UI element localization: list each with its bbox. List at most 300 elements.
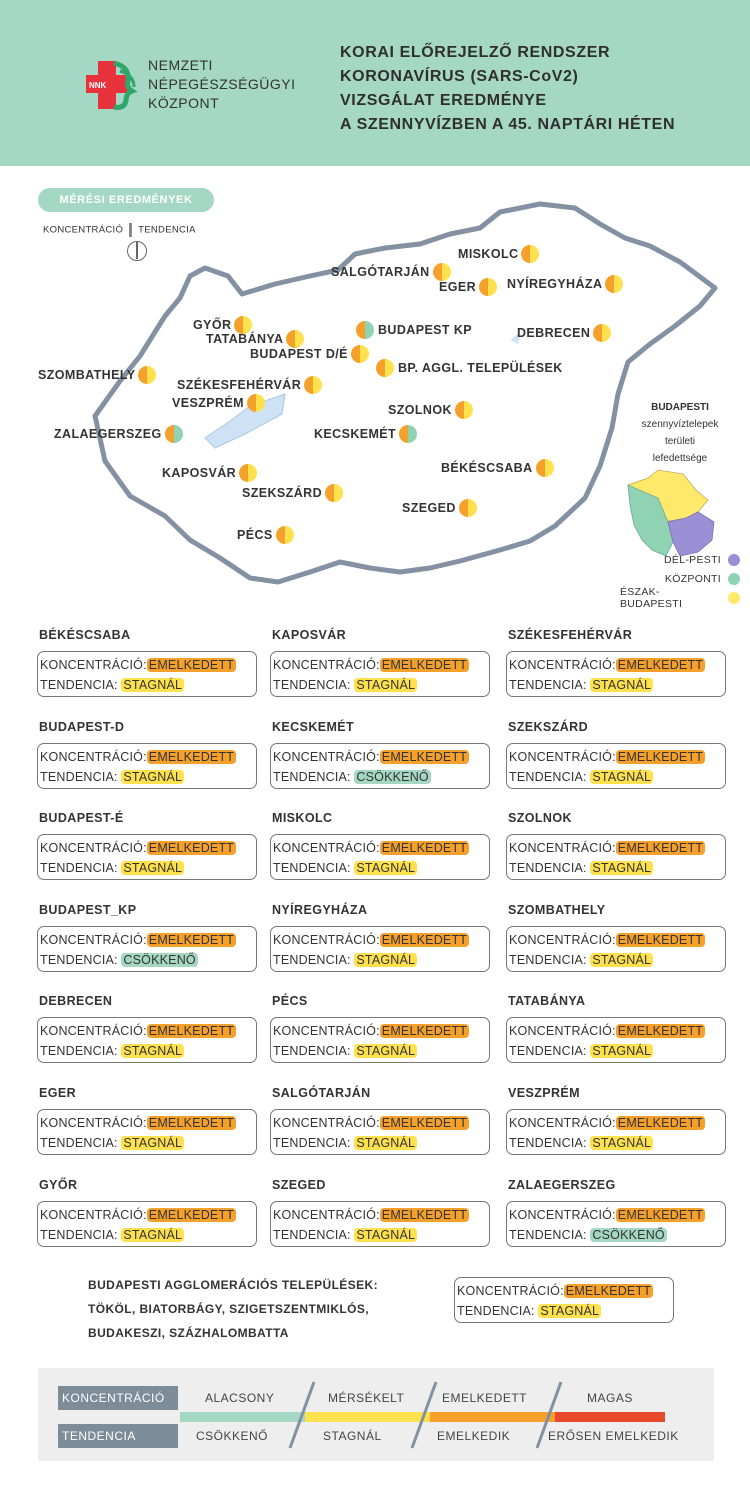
status-dot-icon [593, 324, 611, 342]
tend-value: STAGNÁL [592, 861, 652, 875]
card-box [506, 1201, 726, 1247]
city-result-card [506, 809, 726, 880]
tend-label: TENDENCIA: [509, 770, 587, 784]
scale-tend-label: TENDENCIA [58, 1424, 178, 1448]
tend-label: TENDENCIA: [40, 678, 118, 692]
city-marker-szekszard [242, 484, 343, 502]
card-city-name: BUDAPEST_KP [39, 903, 137, 917]
city-marker-pecs [237, 526, 294, 544]
agglomeration-text [88, 1273, 378, 1345]
map-legend [43, 223, 196, 237]
tend-label: TENDENCIA: [40, 1044, 118, 1058]
tend-value: CSÖKKENŐ [356, 770, 429, 784]
card-conc-line [509, 748, 723, 768]
city-result-card [37, 718, 257, 789]
conc-value: EMELKEDETT [617, 1116, 704, 1130]
card-city-name: SZEGED [272, 1178, 326, 1192]
city-label: BUDAPEST D/É [250, 347, 348, 361]
tend-value: STAGNÁL [356, 953, 416, 967]
status-dot-icon [399, 425, 417, 443]
card-conc-line [40, 1022, 254, 1042]
card-tend-line [40, 676, 254, 696]
card-box [506, 834, 726, 880]
city-label: BUDAPEST KP [378, 323, 472, 337]
tend-label: TENDENCIA: [509, 1136, 587, 1150]
budapest-coverage-map [628, 470, 714, 556]
card-box [37, 926, 257, 972]
city-label: DEBRECEN [517, 326, 591, 340]
city-result-card [270, 992, 490, 1063]
bp-legend-label: KÖZPONTI [664, 572, 721, 585]
tend-value: STAGNÁL [592, 1044, 652, 1058]
card-conc-line [273, 1022, 487, 1042]
status-dot-icon [521, 245, 539, 263]
city-result-card [506, 718, 726, 789]
city-label: SZÉKESFEHÉRVÁR [177, 378, 302, 392]
card-box [270, 743, 490, 789]
city-marker-miskolc [458, 245, 539, 263]
tend-value: STAGNÁL [123, 678, 183, 692]
agglo-line: BUDAKESZI, SZÁZHALOMBATTA [88, 1326, 289, 1340]
tend-value: STAGNÁL [356, 861, 416, 875]
city-result-card [270, 901, 490, 972]
card-conc-line [509, 839, 723, 859]
conc-label: KONCENTRÁCIÓ: [273, 1116, 380, 1130]
status-dot-icon [239, 464, 257, 482]
scale-tend-level: CSÖKKENŐ [196, 1429, 269, 1443]
conc-label: KONCENTRÁCIÓ: [509, 933, 616, 947]
tend-value: STAGNÁL [123, 770, 183, 784]
city-label: GYŐR [193, 318, 232, 332]
city-result-card [37, 1176, 257, 1247]
tend-value: STAGNÁL [356, 678, 416, 692]
city-marker-eger [439, 278, 497, 296]
card-city-name: BUDAPEST-D [39, 720, 125, 734]
card-city-name: NYÍREGYHÁZA [272, 903, 368, 917]
tend-value: STAGNÁL [123, 1136, 183, 1150]
tend-value: STAGNÁL [356, 1136, 416, 1150]
conc-value: EMELKEDETT [148, 841, 235, 855]
city-result-card [37, 626, 257, 697]
scale-tend-level: EMELKEDIK [437, 1429, 511, 1443]
status-dot-icon [247, 394, 265, 412]
budapest-coverage-title [630, 399, 730, 467]
city-label: SZEKSZÁRD [242, 486, 322, 500]
card-tend-line [509, 768, 723, 788]
city-label: SZOLNOK [388, 403, 452, 417]
card-city-name: EGER [39, 1086, 77, 1100]
title-line: A SZENNYVÍZBEN A 45. NAPTÁRI HÉTEN [340, 116, 676, 133]
card-box [506, 1017, 726, 1063]
tend-label: TENDENCIA: [273, 678, 351, 692]
status-dot-icon [479, 278, 497, 296]
status-dot-icon [536, 459, 554, 477]
card-tend-line [509, 1042, 723, 1062]
conc-value: EMELKEDETT [381, 1208, 468, 1222]
title-line: KORONAVÍRUS (SARS-CoV2) [340, 68, 579, 85]
conc-label: KONCENTRÁCIÓ: [273, 933, 380, 947]
city-label: NYÍREGYHÁZA [507, 277, 603, 291]
city-label: EGER [439, 280, 477, 294]
city-result-card [270, 809, 490, 880]
status-dot-icon [351, 345, 369, 363]
city-result-card [506, 1084, 726, 1155]
city-marker-salgotarjan [331, 263, 451, 281]
tend-label: TENDENCIA: [273, 1136, 351, 1150]
card-tend-line [273, 1042, 487, 1062]
scale-conc-label: KONCENTRÁCIÓ [58, 1386, 178, 1410]
card-tend-line [273, 1134, 487, 1154]
conc-label: KONCENTRÁCIÓ: [509, 1024, 616, 1038]
conc-value: EMELKEDETT [381, 1116, 468, 1130]
bp-coverage-sub: lefedettsége [652, 453, 708, 464]
status-dot-icon [605, 275, 623, 293]
card-city-name: SZOLNOK [508, 811, 572, 825]
bp-legend-label: DÉL-PESTI [664, 553, 721, 566]
card-tend-line [273, 859, 487, 879]
card-conc-line [509, 931, 723, 951]
tend-label: TENDENCIA: [273, 770, 351, 784]
card-tend-line [509, 676, 723, 696]
scale-conc-level: EMELKEDETT [442, 1391, 528, 1405]
city-marker-nyiregyhaza [507, 275, 623, 293]
card-conc-line [509, 656, 723, 676]
tend-label: TENDENCIA: [40, 953, 118, 967]
tend-label: TENDENCIA: [273, 861, 351, 875]
legend-tendency: TENDENCIA [138, 224, 196, 236]
conc-label: KONCENTRÁCIÓ: [40, 658, 147, 672]
card-conc-line [40, 839, 254, 859]
conc-value: EMELKEDETT [381, 750, 468, 764]
conc-value: EMELKEDETT [381, 1024, 468, 1038]
conc-value: EMELKEDETT [381, 841, 468, 855]
city-result-card [270, 718, 490, 789]
status-dot-icon [376, 359, 394, 377]
city-result-card [270, 1084, 490, 1155]
city-result-card [270, 1176, 490, 1247]
tend-value: STAGNÁL [540, 1304, 600, 1318]
card-tend-line [273, 676, 487, 696]
tend-label: TENDENCIA: [509, 678, 587, 692]
card-box [506, 651, 726, 697]
city-label: MISKOLC [458, 247, 519, 261]
tend-value: STAGNÁL [356, 1228, 416, 1242]
tend-label: TENDENCIA: [273, 1044, 351, 1058]
card-tend-line [40, 1226, 254, 1246]
conc-label: KONCENTRÁCIÓ: [40, 1116, 147, 1130]
card-city-name: ZALAEGERSZEG [508, 1178, 616, 1192]
conc-value: EMELKEDETT [148, 1208, 235, 1222]
scale-conc-level: MAGAS [587, 1391, 633, 1405]
bp-legend-item [620, 550, 740, 569]
tend-value: STAGNÁL [356, 1044, 416, 1058]
conc-value: EMELKEDETT [617, 841, 704, 855]
scale-dividers [38, 1368, 714, 1461]
tend-value: STAGNÁL [592, 770, 652, 784]
tend-value: STAGNÁL [123, 1228, 183, 1242]
card-city-name: DEBRECEN [39, 994, 113, 1008]
conc-value: EMELKEDETT [148, 1024, 235, 1038]
tend-value: STAGNÁL [123, 861, 183, 875]
status-dot-icon [325, 484, 343, 502]
tend-label: TENDENCIA: [40, 861, 118, 875]
card-city-name: KECSKEMÉT [272, 720, 355, 734]
card-box [37, 651, 257, 697]
card-city-name: VESZPRÉM [508, 1086, 580, 1100]
conc-value: EMELKEDETT [617, 1208, 704, 1222]
city-label: PÉCS [237, 528, 273, 542]
city-label: TATABÁNYA [206, 332, 284, 346]
conc-value: EMELKEDETT [148, 658, 235, 672]
card-conc-line [273, 656, 487, 676]
scale-tend-level: STAGNÁL [323, 1429, 382, 1443]
city-result-card [506, 626, 726, 697]
bp-legend-swatch-icon [728, 592, 740, 604]
conc-label: KONCENTRÁCIÓ: [273, 1024, 380, 1038]
city-label: SZEGED [402, 501, 456, 515]
card-conc-line [273, 1206, 487, 1226]
card-box [506, 1109, 726, 1155]
conc-label: KONCENTRÁCIÓ: [40, 1024, 147, 1038]
card-tend-line [40, 1134, 254, 1154]
card-tend-line [273, 768, 487, 788]
card-tend-line [40, 768, 254, 788]
city-label: ZALAEGERSZEG [54, 427, 162, 441]
conc-label: KONCENTRÁCIÓ: [273, 750, 380, 764]
conc-value: EMELKEDETT [565, 1284, 652, 1298]
agglomeration-card [454, 1277, 674, 1323]
status-dot-icon [356, 321, 374, 339]
card-city-name: BÉKÉSCSABA [39, 628, 131, 642]
city-result-card [270, 626, 490, 697]
tend-label: TENDENCIA: [509, 1228, 587, 1242]
city-result-card [506, 1176, 726, 1247]
bp-legend-swatch-icon [728, 573, 740, 585]
tend-label: TENDENCIA: [509, 1044, 587, 1058]
bp-coverage-sub: szennyvíztelepek [641, 419, 719, 430]
card-city-name: PÉCS [272, 994, 308, 1008]
scale-legend [38, 1368, 714, 1461]
tend-label: TENDENCIA: [273, 953, 351, 967]
card-conc-line [273, 748, 487, 768]
city-marker-debrecen [517, 324, 611, 342]
tend-value: STAGNÁL [123, 1044, 183, 1058]
conc-label: KONCENTRÁCIÓ: [40, 1208, 147, 1222]
city-marker-budapest-kp [356, 321, 472, 339]
agglo-line: BUDAPESTI AGGLOMERÁCIÓS TELEPÜLÉSEK: [88, 1278, 378, 1292]
card-box [506, 743, 726, 789]
card-box [37, 1201, 257, 1247]
city-marker-budapest-de [250, 345, 369, 363]
conc-value: EMELKEDETT [148, 933, 235, 947]
card-conc-line [509, 1022, 723, 1042]
city-label: BÉKÉSCSABA [441, 461, 533, 475]
card-conc-line [40, 931, 254, 951]
card-city-name: BUDAPEST-É [39, 811, 124, 825]
legend-concentration: KONCENTRÁCIÓ [43, 224, 124, 236]
conc-label: KONCENTRÁCIÓ: [457, 1284, 564, 1298]
status-dot-icon [165, 425, 183, 443]
status-dot-icon [459, 499, 477, 517]
agglo-line: TÖKÖL, BIATORBÁGY, SZIGETSZENTMIKLÓS, [88, 1302, 370, 1316]
card-tend-line [273, 1226, 487, 1246]
scale-tend-level: ERŐSEN EMELKEDIK [548, 1429, 679, 1443]
conc-value: EMELKEDETT [617, 933, 704, 947]
conc-label: KONCENTRÁCIÓ: [509, 841, 616, 855]
city-marker-zalaegerszeg [54, 425, 183, 443]
card-box [270, 1109, 490, 1155]
city-marker-szeged [402, 499, 477, 517]
title-line: VIZSGÁLAT EREDMÉNYE [340, 92, 547, 109]
card-city-name: TATABÁNYA [508, 994, 586, 1008]
card-box [270, 1201, 490, 1247]
header [0, 0, 750, 166]
scale-conc-level: MÉRSÉKELT [328, 1391, 405, 1405]
tend-label: TENDENCIA: [40, 1136, 118, 1150]
tend-label: TENDENCIA: [509, 953, 587, 967]
card-city-name: SZOMBATHELY [508, 903, 606, 917]
city-label: KAPOSVÁR [162, 466, 237, 480]
city-label: BP. AGGL. TELEPÜLÉSEK [398, 361, 563, 375]
card-tend-line [40, 951, 254, 971]
status-dot-icon [455, 401, 473, 419]
city-result-card [37, 901, 257, 972]
card-city-name: SZEKSZÁRD [508, 720, 588, 734]
bp-legend-item [620, 585, 740, 610]
tend-label: TENDENCIA: [40, 1228, 118, 1242]
card-conc-line [273, 839, 487, 859]
org-line: NÉPEGÉSZSÉGÜGYI [148, 76, 296, 92]
card-tend-line [40, 1042, 254, 1062]
conc-label: KONCENTRÁCIÓ: [509, 750, 616, 764]
card-tend-line [273, 951, 487, 971]
conc-label: KONCENTRÁCIÓ: [40, 841, 147, 855]
bp-coverage-heading: BUDAPESTI [651, 402, 709, 413]
card-box [270, 1017, 490, 1063]
card-box [37, 743, 257, 789]
card-box [506, 926, 726, 972]
card-conc-line [40, 656, 254, 676]
city-result-card [37, 809, 257, 880]
card-box [37, 1109, 257, 1155]
card-tend-line [509, 859, 723, 879]
status-dot-icon [138, 366, 156, 384]
city-marker-veszprem [172, 394, 265, 412]
card-city-name: KAPOSVÁR [272, 628, 347, 642]
title-line: KORAI ELŐREJELZŐ RENDSZER [340, 44, 611, 61]
page-title [340, 41, 675, 137]
card-city-name: GYŐR [39, 1178, 78, 1192]
bp-coverage-sub: területi [664, 436, 695, 447]
conc-value: EMELKEDETT [617, 750, 704, 764]
agglo-conc-line [457, 1282, 671, 1302]
organization-name [148, 56, 296, 113]
card-box [37, 1017, 257, 1063]
conc-label: KONCENTRÁCIÓ: [509, 658, 616, 672]
card-tend-line [509, 1226, 723, 1246]
conc-label: KONCENTRÁCIÓ: [509, 1116, 616, 1130]
tend-value: CSÖKKENŐ [123, 953, 196, 967]
city-marker-kecskemet [314, 425, 417, 443]
city-marker-kaposvar [162, 464, 257, 482]
conc-value: EMELKEDETT [381, 658, 468, 672]
org-line: NEMZETI [148, 57, 213, 73]
tend-value: STAGNÁL [592, 1136, 652, 1150]
legend-split-circle-icon [127, 241, 147, 261]
city-marker-szekesfehervar [177, 376, 322, 394]
card-conc-line [273, 931, 487, 951]
nnk-logo-icon [76, 57, 140, 113]
city-marker-szombathely [38, 366, 156, 384]
conc-value: EMELKEDETT [617, 1024, 704, 1038]
tend-value: CSÖKKENŐ [592, 1228, 665, 1242]
status-dot-icon [276, 526, 294, 544]
card-box [270, 651, 490, 697]
card-conc-line [40, 1206, 254, 1226]
tend-label: TENDENCIA: [40, 770, 118, 784]
city-label: SZOMBATHELY [38, 368, 136, 382]
city-marker-szolnok [388, 401, 473, 419]
status-dot-icon [304, 376, 322, 394]
nnk-badge-text: NNK [89, 81, 107, 90]
tend-value: STAGNÁL [592, 678, 652, 692]
conc-value: EMELKEDETT [617, 658, 704, 672]
conc-label: KONCENTRÁCIÓ: [273, 1208, 380, 1222]
conc-value: EMELKEDETT [148, 1116, 235, 1130]
card-city-name: MISKOLC [272, 811, 333, 825]
tend-value: STAGNÁL [592, 953, 652, 967]
card-conc-line [509, 1206, 723, 1226]
scale-conc-level: ALACSONY [205, 1391, 275, 1405]
map-area [0, 166, 750, 616]
tend-label: TENDENCIA: [457, 1304, 535, 1318]
bp-legend-label: ÉSZAK-BUDAPESTI [620, 585, 683, 610]
card-box [270, 834, 490, 880]
card-conc-line [40, 748, 254, 768]
card-box [37, 834, 257, 880]
conc-label: KONCENTRÁCIÓ: [509, 1208, 616, 1222]
card-city-name: SALGÓTARJÁN [272, 1086, 371, 1100]
results-pill: MÉRÉSI EREDMÉNYEK [38, 188, 214, 212]
tend-label: TENDENCIA: [509, 861, 587, 875]
city-label: SALGÓTARJÁN [331, 265, 430, 279]
city-result-card [37, 1084, 257, 1155]
conc-label: KONCENTRÁCIÓ: [40, 750, 147, 764]
card-tend-line [40, 859, 254, 879]
city-label: VESZPRÉM [172, 396, 244, 410]
card-box [270, 926, 490, 972]
city-result-card [506, 992, 726, 1063]
card-tend-line [509, 951, 723, 971]
conc-label: KONCENTRÁCIÓ: [40, 933, 147, 947]
legend-separator [129, 223, 132, 237]
city-label: KECSKEMÉT [314, 427, 397, 441]
agglo-tend-line [457, 1302, 671, 1322]
budapest-coverage-legend [620, 550, 740, 610]
bp-legend-swatch-icon [728, 554, 740, 566]
city-result-card [37, 992, 257, 1063]
card-tend-line [509, 1134, 723, 1154]
card-city-name: SZÉKESFEHÉRVÁR [508, 628, 633, 642]
conc-value: EMELKEDETT [381, 933, 468, 947]
card-conc-line [40, 1114, 254, 1134]
card-conc-line [273, 1114, 487, 1134]
conc-label: KONCENTRÁCIÓ: [273, 841, 380, 855]
org-line: KÖZPONT [148, 95, 220, 111]
conc-value: EMELKEDETT [148, 750, 235, 764]
card-conc-line [509, 1114, 723, 1134]
city-marker-bekescsaba [441, 459, 554, 477]
